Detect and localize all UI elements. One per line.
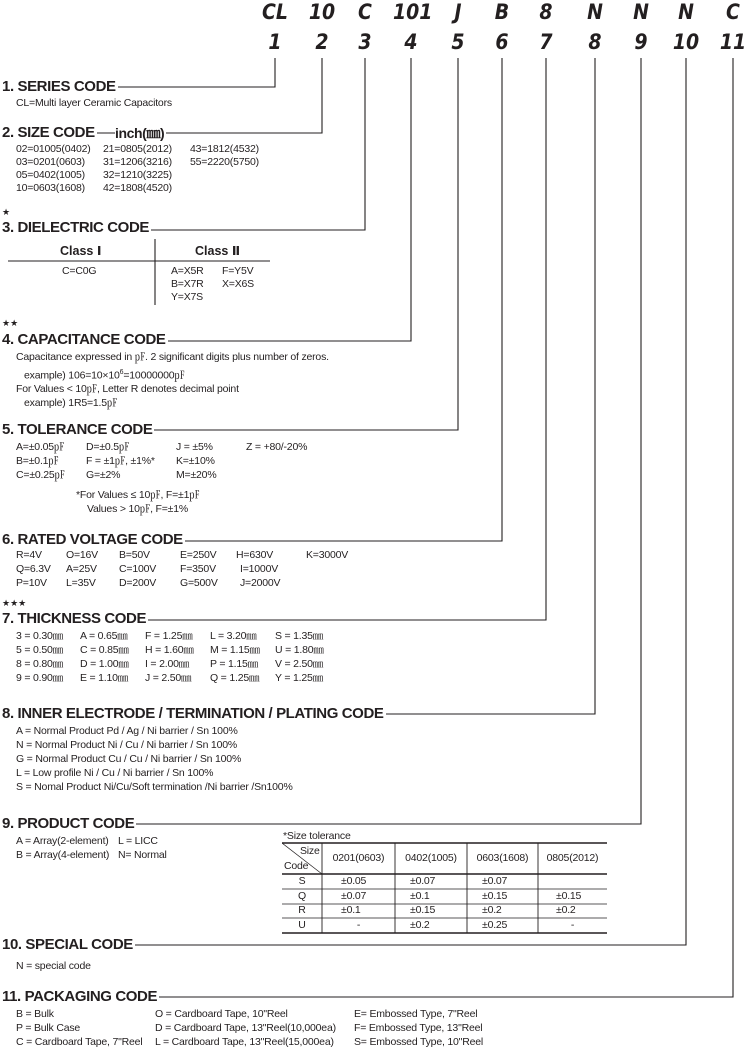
size-tolerance-cell: ±0.1 <box>341 904 361 916</box>
size-tolerance-cell: ±0.05 <box>341 875 367 887</box>
code-number-3: 3 <box>358 30 372 54</box>
thickness-code-title: 7. THICKNESS CODE <box>2 610 147 627</box>
packaging-item: D = Cardboard Tape, 13"Reel(10,000ea) <box>155 1022 336 1034</box>
thickness-item: Q = 1.25㎜ <box>210 672 260 684</box>
size-item: 43=1812(4532) <box>190 143 259 155</box>
code-letter-9: N <box>633 0 649 24</box>
voltage-item: C=100V <box>119 563 157 575</box>
connector-1 <box>108 58 275 87</box>
class2-value: B=X7R <box>171 278 204 290</box>
code-letter-5: J <box>454 0 462 24</box>
tolerance-item: C=±0.25㎊ <box>16 469 65 481</box>
size-tolerance-cell: - <box>356 919 361 931</box>
code-number-2: 2 <box>315 30 329 54</box>
packaging-item: L = Cardboard Tape, 13"Reel(15,000ea) <box>155 1036 334 1048</box>
thickness-item: V = 2.50㎜ <box>275 658 324 670</box>
voltage-item: K=3000V <box>306 549 349 561</box>
size-item: 03=0201(0603) <box>16 156 85 168</box>
code-number-9: 9 <box>634 30 648 54</box>
size-tolerance-cell: ±0.07 <box>410 875 436 887</box>
tolerance-code-title: 5. TOLERANCE CODE <box>2 421 153 438</box>
electrode-item: G = Normal Product Cu / Cu / Ni barrier / Sn 100% <box>16 753 242 765</box>
voltage-code-title: 6. RATED VOLTAGE CODE <box>2 531 183 548</box>
thickness-item: S = 1.35㎜ <box>275 630 324 642</box>
thickness-item: F = 1.25㎜ <box>145 630 193 642</box>
tolerance-item: F = ±1㎊, ±1%* <box>86 455 155 467</box>
class1-value: C=C0G <box>62 265 97 277</box>
code-letter-1: CL <box>262 0 288 24</box>
electrode-item: S = Nomal Product Ni/Cu/Soft termination /Ni barrier /Sn100% <box>16 781 293 793</box>
capacitance-example-a: example) 106=10×10 <box>24 369 120 382</box>
tolerance-item: K=±10% <box>176 455 215 467</box>
size-code-unit: inch(㎜) <box>115 125 165 141</box>
thickness-item: L = 3.20㎜ <box>210 630 257 642</box>
product-code-title: 9. PRODUCT CODE <box>2 815 135 832</box>
electrode-item: N = Normal Product Ni / Cu / Ni barrier / Sn 100% <box>16 739 237 751</box>
code-letter-3: C <box>358 0 372 24</box>
size-tolerance-column-header: 0402(1005) <box>405 852 457 864</box>
code-number-5: 5 <box>451 30 465 54</box>
code-number-10: 10 <box>672 30 700 54</box>
size-item: 05=0402(1005) <box>16 169 85 181</box>
connector-2b <box>164 58 322 133</box>
size-tolerance-cell: ±0.2 <box>482 904 502 916</box>
code-number-7: 7 <box>539 30 553 54</box>
code-letter-4: 101 <box>393 0 433 24</box>
packaging-item: O = Cardboard Tape, 10"Reel <box>155 1008 288 1020</box>
special-code-desc: N = special code <box>16 960 91 972</box>
thickness-item: Y = 1.25㎜ <box>275 672 323 684</box>
size-item: 10=0603(1608) <box>16 182 85 194</box>
size-tolerance-corner-size: Size <box>300 845 320 857</box>
product-item: N= Normal <box>118 849 167 861</box>
voltage-item: R=4V <box>16 549 42 561</box>
code-letter-8: N <box>587 0 603 24</box>
size-tolerance-column-header: 0603(1608) <box>476 852 529 864</box>
packaging-item: C = Cardboard Tape, 7"Reel <box>16 1036 143 1048</box>
code-number-11: 11 <box>719 30 747 54</box>
thickness-item: 5 = 0.50㎜ <box>16 644 63 656</box>
voltage-item: A=25V <box>66 563 97 575</box>
packaging-item: E= Embossed Type, 7"Reel <box>354 1008 478 1020</box>
voltage-item: E=250V <box>180 549 217 561</box>
size-tolerance-cell: ±0.25 <box>482 919 508 931</box>
class2-header: Class Ⅱ <box>195 244 241 258</box>
size-tolerance-row-code: Q <box>298 890 306 902</box>
size-tolerance-corner-code: Code <box>284 860 309 872</box>
size-item: 32=1210(3225) <box>103 169 172 181</box>
code-number-4: 4 <box>404 30 418 54</box>
tolerance-note: Values > 10㎊, F=±1% <box>87 503 188 515</box>
capacitance-example-b: =10000000㎊ <box>123 369 185 382</box>
size-tolerance-cell: ±0.15 <box>410 904 436 916</box>
voltage-item: P=10V <box>16 577 47 589</box>
connector-10 <box>127 58 686 945</box>
class2-value: X=X6S <box>222 278 254 290</box>
voltage-item: G=500V <box>180 577 218 589</box>
thickness-item: 8 = 0.80㎜ <box>16 658 63 670</box>
voltage-item: O=16V <box>66 549 98 561</box>
packaging-item: B = Bulk <box>16 1008 54 1020</box>
code-letter-11: C <box>726 0 740 24</box>
thickness-item: I = 2.00㎜ <box>145 658 190 670</box>
size-tolerance-column-header: 0201(0603) <box>332 852 385 864</box>
size-tolerance-cell: - <box>570 919 575 931</box>
dielectric-code-title: 3. DIELECTRIC CODE <box>2 219 149 236</box>
voltage-item: I=1000V <box>240 563 279 575</box>
voltage-item: L=35V <box>66 577 96 589</box>
size-tolerance-cell: ±0.2 <box>410 919 430 931</box>
product-item: A = Array(2-element) <box>16 835 109 847</box>
capacitance-line: Capacitance expressed in ㎊. 2 significant digits plus number of zeros. <box>16 351 329 363</box>
connector-6 <box>178 58 502 541</box>
electrode-item: A = Normal Product Pd / Ag / Ni barrier / Sn 100% <box>16 725 238 737</box>
size-tolerance-row-code: R <box>298 904 306 916</box>
size-code-title: 2. SIZE CODE <box>2 124 95 141</box>
size-item: 21=0805(2012) <box>103 143 172 155</box>
size-tolerance-cell: ±0.07 <box>341 890 367 902</box>
size-tolerance-cell: ±0.15 <box>556 890 582 902</box>
voltage-item: J=2000V <box>240 577 281 589</box>
product-item: L = LICC <box>118 835 158 847</box>
special-code-title: 10. SPECIAL CODE <box>2 936 133 953</box>
voltage-item: Q=6.3V <box>16 563 51 575</box>
size-tolerance-cell: ±0.1 <box>410 890 430 902</box>
class2-value: Y=X7S <box>171 291 203 303</box>
voltage-item: H=630V <box>236 549 274 561</box>
tolerance-item: Z = +80/-20% <box>246 441 308 453</box>
voltage-item: F=350V <box>180 563 216 575</box>
capacitance-line: For Values < 10㎊, Letter R denotes decimal point <box>16 383 239 395</box>
capacitance-example <box>24 366 185 383</box>
thickness-item: C = 0.85㎜ <box>80 644 129 656</box>
tolerance-item: B=±0.1㎊ <box>16 455 59 467</box>
star-marker: ★★ <box>2 318 19 328</box>
electrode-item: L = Low profile Ni / Cu / Ni barrier / Sn 100% <box>16 767 214 779</box>
tolerance-note: *For Values ≤ 10㎊, F=±1㎊ <box>76 489 200 501</box>
thickness-item: A = 0.65㎜ <box>80 630 128 642</box>
capacitance-line: example) 1R5=1.5㎊ <box>24 397 118 409</box>
tolerance-item: D=±0.5㎊ <box>86 441 130 453</box>
capacitance-code-title: 4. CAPACITANCE CODE <box>2 331 166 348</box>
class1-header: Class Ⅰ <box>60 244 102 258</box>
thickness-item: D = 1.00㎜ <box>80 658 129 670</box>
tolerance-item: M=±20% <box>176 469 217 481</box>
size-tolerance-caption: *Size tolerance <box>283 830 351 842</box>
code-letter-7: 8 <box>539 0 553 24</box>
electrode-code-title: 8. INNER ELECTRODE / TERMINATION / PLATING CODE <box>2 705 384 722</box>
packaging-item: F= Embossed Type, 13"Reel <box>354 1022 483 1034</box>
capacitance-example-sup: 6 <box>119 369 124 376</box>
size-tolerance-column-header: 0805(2012) <box>546 852 599 864</box>
size-item: 42=1808(4520) <box>103 182 172 194</box>
product-item: B = Array(4-element) <box>16 849 110 861</box>
size-tolerance-row-code: S <box>298 875 306 887</box>
code-number-6: 6 <box>495 30 509 54</box>
star-marker: ★ <box>2 207 11 217</box>
voltage-item: B=50V <box>119 549 150 561</box>
voltage-item: D=200V <box>119 577 157 589</box>
series-code-desc: CL=Multi layer Ceramic Capacitors <box>16 97 172 109</box>
thickness-item: J = 2.50㎜ <box>145 672 192 684</box>
tolerance-item: A=±0.05㎊ <box>16 441 65 453</box>
series-code-title: 1. SERIES CODE <box>2 78 116 95</box>
thickness-item: H = 1.60㎜ <box>145 644 194 656</box>
packaging-item: P = Bulk Case <box>16 1022 81 1034</box>
star-marker: ★★★ <box>2 598 27 608</box>
class2-value: F=Y5V <box>222 265 254 277</box>
thickness-item: U = 1.80㎜ <box>275 644 324 656</box>
code-letter-10: N <box>678 0 694 24</box>
code-number-8: 8 <box>588 30 602 54</box>
code-number-1: 1 <box>268 30 282 54</box>
size-tolerance-cell: ±0.07 <box>482 875 508 887</box>
class2-value: A=X5R <box>171 265 204 277</box>
size-tolerance-cell: ±0.2 <box>556 904 576 916</box>
code-letter-2: 10 <box>308 0 336 24</box>
tolerance-item: G=±2% <box>86 469 121 481</box>
thickness-item: 3 = 0.30㎜ <box>16 630 63 642</box>
thickness-item: P = 1.15㎜ <box>210 658 258 670</box>
size-tolerance-row-code: U <box>298 919 306 931</box>
thickness-item: 9 = 0.90㎜ <box>16 672 63 684</box>
connector-8 <box>367 58 595 714</box>
size-item: 55=2220(5750) <box>190 156 259 168</box>
size-tolerance-cell: ±0.15 <box>482 890 508 902</box>
packaging-code-title: 11. PACKAGING CODE <box>2 988 158 1005</box>
size-item: 31=1206(3216) <box>103 156 172 168</box>
packaging-item: S= Embossed Type, 10"Reel <box>354 1036 483 1048</box>
thickness-item: E = 1.10㎜ <box>80 672 129 684</box>
size-item: 02=01005(0402) <box>16 143 91 155</box>
code-letter-6: B <box>494 0 510 24</box>
tolerance-item: J = ±5% <box>176 441 213 453</box>
thickness-item: M = 1.15㎜ <box>210 644 260 656</box>
